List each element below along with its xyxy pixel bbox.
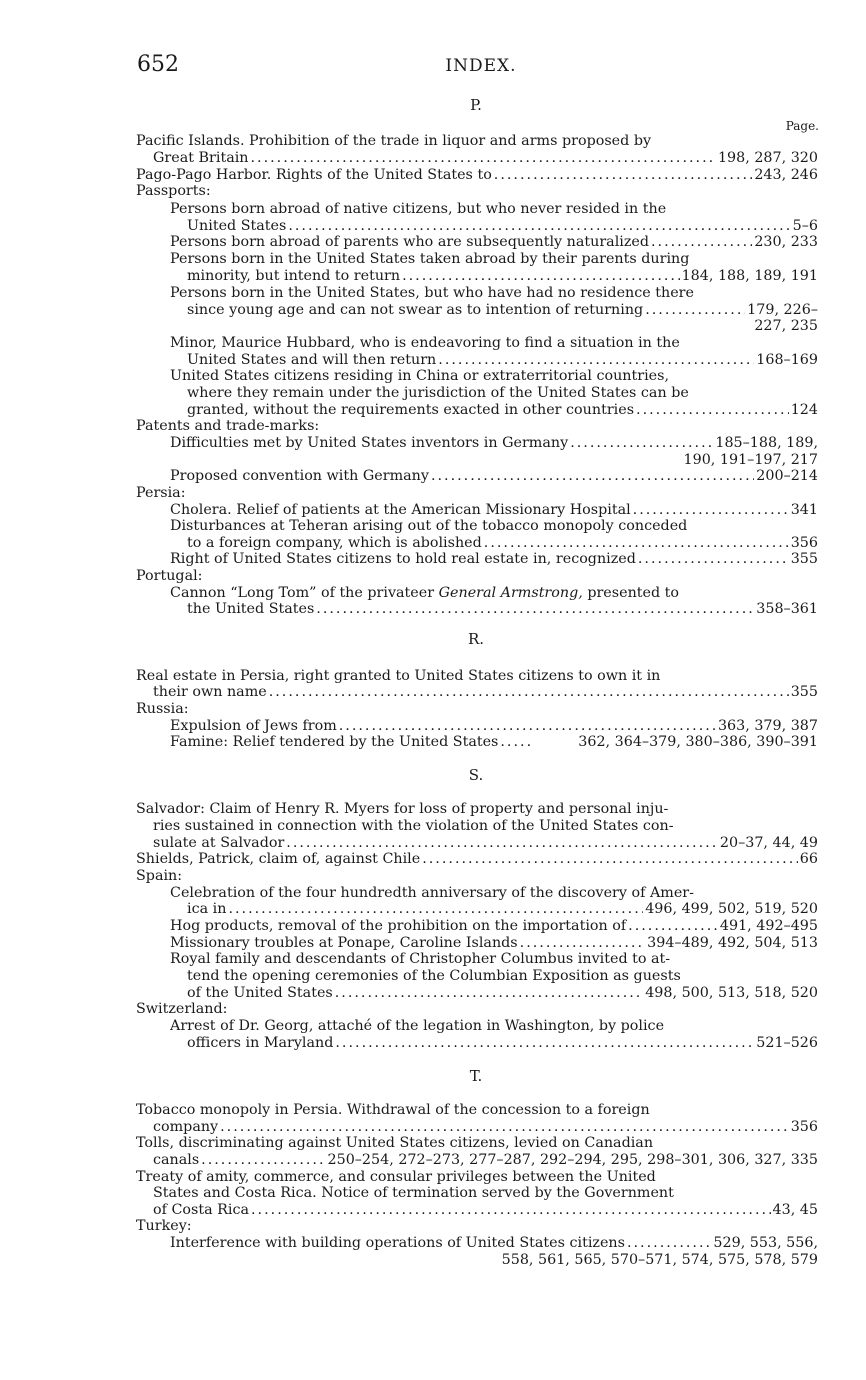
index-line <box>136 167 818 184</box>
entry-text: of Costa Rica <box>153 1202 250 1218</box>
entry-heading: Passports: <box>136 183 211 199</box>
entry-heading: Patents and trade-marks: <box>136 418 320 434</box>
dot-leader <box>269 684 789 701</box>
dot-leader <box>484 535 789 552</box>
page-reference: 190, 191–197, 217 <box>683 452 818 468</box>
entry-heading: Spain: <box>136 868 183 884</box>
index-line <box>136 1252 818 1269</box>
index-line <box>187 985 818 1002</box>
index-line <box>136 568 818 585</box>
entry-text: Royal family and descendants of Christopher Columbus invited to at- <box>170 951 671 967</box>
index-line <box>153 684 818 701</box>
entry-heading: Portugal: <box>136 568 203 584</box>
section-heading-r: R. <box>467 630 485 648</box>
entry-text: ica in <box>187 901 227 917</box>
index-line <box>187 535 818 552</box>
page-reference: 498, 500, 513, 518, 520 <box>645 985 818 1001</box>
index-line <box>187 901 818 918</box>
page-reference: 394–489, 492, 504, 513 <box>647 935 818 951</box>
dot-leader <box>402 268 679 285</box>
entry-text: Proposed convention with Germany <box>170 468 429 484</box>
index-line <box>136 1001 818 1018</box>
page-reference: 355 <box>790 551 818 567</box>
page-reference: 43, 45 <box>772 1202 818 1218</box>
index-line <box>170 885 818 902</box>
entry-text: Tolls, discriminating against United States citizens, levied on Canadian <box>136 1135 654 1151</box>
index-line <box>153 835 818 852</box>
dot-leader <box>438 352 754 369</box>
page-reference: 496, 499, 502, 519, 520 <box>645 901 818 917</box>
entry-text: Difficulties met by United States inventors in Germany <box>170 435 569 451</box>
index-line <box>170 1235 818 1252</box>
dot-leader <box>316 601 754 618</box>
page-reference: 184, 188, 189, 191 <box>681 268 818 284</box>
dot-leader <box>638 551 789 568</box>
entry-text: Minor, Maurice Hubbard, who is endeavoring to find a situation in the <box>170 335 680 351</box>
entry-text: Pacific Islands. Prohibition of the trade in liquor and arms proposed by <box>136 133 652 149</box>
page-reference: 200–214 <box>756 468 818 484</box>
index-line <box>136 183 818 200</box>
entry-text: of the United States <box>187 985 333 1001</box>
index-line <box>136 868 818 885</box>
dot-leader <box>520 935 645 952</box>
index-line <box>187 385 818 402</box>
dot-leader <box>201 1152 325 1169</box>
entry-text: Persons born abroad of parents who are subsequently naturalized <box>170 234 649 250</box>
dot-leader <box>633 502 789 519</box>
index-line <box>170 718 818 735</box>
dot-leader <box>500 734 532 751</box>
entry-text: their own name <box>153 684 267 700</box>
page-reference: 363, 379, 387 <box>717 718 818 734</box>
page-reference: 243, 246 <box>754 167 818 183</box>
dot-leader <box>627 1235 711 1252</box>
index-line <box>153 1202 818 1219</box>
entry-text: presented to <box>582 585 680 601</box>
index-line <box>136 1135 818 1152</box>
section-heading-p: P. <box>470 96 482 114</box>
entry-text: Pago-Pago Harbor. Rights of the United States to <box>136 167 492 183</box>
page-reference: 362, 364–379, 380–386, 390–391 <box>578 734 818 750</box>
index-line <box>170 502 818 519</box>
ship-name: General Armstrong, <box>438 585 583 601</box>
page-reference: 355 <box>790 684 818 700</box>
index-line <box>153 1152 818 1169</box>
dot-leader <box>570 435 713 452</box>
entry-text: company <box>153 1119 219 1135</box>
entry-text: Missionary troubles at Ponape, Caroline Islands <box>170 935 518 951</box>
page-reference: 227, 235 <box>754 318 818 334</box>
entry-text: ries sustained in connection with the violation of the United States con- <box>153 818 674 834</box>
dot-leader <box>220 1119 789 1136</box>
entry-text: Real estate in Persia, right granted to United States citizens to own it in <box>136 668 661 684</box>
dot-leader <box>339 718 716 735</box>
page-reference: 558, 561, 565, 570–571, 574, 575, 578, 579 <box>501 1252 818 1268</box>
index-line <box>136 1218 818 1235</box>
entry-heading: Switzerland: <box>136 1001 228 1017</box>
page-reference: 341 <box>790 502 818 518</box>
index-line <box>136 485 818 502</box>
entry-text: since young age and can not swear as to intention of returning <box>187 302 644 318</box>
index-line <box>170 435 818 452</box>
index-line <box>170 551 818 568</box>
entry-heading: Russia: <box>136 701 189 717</box>
dot-leader <box>628 918 718 935</box>
entry-text: Treaty of amity, commerce, and consular privileges between the United <box>136 1169 656 1185</box>
dot-leader <box>288 218 790 235</box>
section-heading-t: T. <box>469 1067 483 1085</box>
page-reference: 20–37, 44, 49 <box>719 835 818 851</box>
entry-text: States and Costa Rica. Notice of termination served by the Government <box>153 1185 674 1201</box>
dot-leader <box>494 167 753 184</box>
entry-text: Arrest of Dr. Georg, attaché of the legation in Washington, by police <box>170 1018 665 1034</box>
index-line <box>187 352 818 369</box>
page-number: 652 <box>137 52 179 77</box>
index-line <box>170 335 818 352</box>
page-reference: 198, 287, 320 <box>717 150 818 166</box>
dot-leader <box>431 468 754 485</box>
page-reference: 358–361 <box>756 601 818 617</box>
dot-leader <box>335 985 643 1002</box>
page-column-label: Page. <box>785 119 819 133</box>
entry-text: Persons born abroad of native citizens, but who never resided in the <box>170 201 667 217</box>
entry-text: officers in Maryland <box>187 1035 334 1051</box>
page-reference: 179, 226– <box>747 302 818 318</box>
index-line <box>170 518 818 535</box>
entry-text: Salvador: Claim of Henry R. Myers for loss of property and personal inju- <box>136 801 669 817</box>
page-reference: 521–526 <box>756 1035 818 1051</box>
dot-leader <box>251 150 716 167</box>
index-line <box>136 1102 818 1119</box>
index-line <box>136 668 818 685</box>
page-reference: 66 <box>799 851 818 867</box>
index-line <box>136 318 818 335</box>
index-line <box>136 133 818 150</box>
index-line <box>187 402 818 419</box>
dot-leader <box>335 1035 754 1052</box>
entry-text: Disturbances at Teheran arising out of the tobacco monopoly conceded <box>170 518 688 534</box>
page-reference: 356 <box>790 1119 818 1135</box>
entry-text: where they remain under the jurisdiction of the United States can be <box>187 385 689 401</box>
entry-text: Great Britain <box>153 150 249 166</box>
entry-text: tend the opening ceremonies of the Columbian Exposition as guests <box>187 968 681 984</box>
page-reference: 124 <box>790 402 818 418</box>
dot-leader <box>422 851 798 868</box>
entry-text: Shields, Patrick, claim of, against Chile <box>136 851 421 867</box>
entry-text: Persons born in the United States taken abroad by their parents during <box>170 251 690 267</box>
page-reference: 529, 553, 556, <box>713 1235 818 1251</box>
entry-text: Famine: Relief tendered by the United States <box>170 734 499 750</box>
index-line <box>136 701 818 718</box>
entry-text: granted, without the requirements exacted in other countries <box>187 402 635 418</box>
entry-text: Persons born in the United States, but who have had no residence there <box>170 285 694 301</box>
index-line <box>170 234 818 251</box>
index-line <box>136 801 818 818</box>
index-line <box>170 201 818 218</box>
index-line <box>170 251 818 268</box>
page-reference: 250–254, 272–273, 277–287, 292–294, 295, 298–301, 306, 327, 335 <box>327 1152 818 1168</box>
index-line <box>170 918 818 935</box>
index-line <box>170 734 818 751</box>
dot-leader <box>251 1202 771 1219</box>
entry-text: sulate at Salvador <box>153 835 285 851</box>
dot-leader <box>286 835 718 852</box>
entry-heading: Turkey: <box>136 1218 192 1234</box>
index-line <box>153 150 818 167</box>
entry-text: Tobacco monopoly in Persia. Withdrawal of the concession to a foreign <box>136 1102 650 1118</box>
dot-leader <box>651 234 752 251</box>
index-line <box>170 1018 818 1035</box>
entry-text: minority, but intend to return <box>187 268 401 284</box>
entry-text: Right of United States citizens to hold real estate in, recognized <box>170 551 636 567</box>
entry-text: Celebration of the four hundredth anniversary of the discovery of Amer- <box>170 885 694 901</box>
page-reference: 168–169 <box>756 352 818 368</box>
index-line <box>187 218 818 235</box>
entry-text: Hog products, removal of the prohibition on the importation of <box>170 918 627 934</box>
page-reference: 230, 233 <box>754 234 818 250</box>
index-line <box>153 1185 818 1202</box>
dot-leader <box>636 402 789 419</box>
section-heading-s: S. <box>468 766 484 784</box>
index-line <box>187 968 818 985</box>
running-title: INDEX. <box>445 56 517 76</box>
dot-leader <box>228 901 643 918</box>
entry-text: canals <box>153 1152 200 1168</box>
entry-text: the United States <box>187 601 315 617</box>
entry-text: to a foreign company, which is abolished <box>187 535 482 551</box>
index-line <box>153 1119 818 1136</box>
index-line <box>170 285 818 302</box>
index-line <box>136 1169 818 1186</box>
index-line <box>136 851 818 868</box>
entry-text: Interference with building operations of United States citizens <box>170 1235 625 1251</box>
entry-text: United States <box>187 218 287 234</box>
entry-text: United States citizens residing in China or extraterritorial countries, <box>170 368 670 384</box>
entry-text: United States and will then return <box>187 352 437 368</box>
index-line <box>153 818 818 835</box>
index-line <box>187 1035 818 1052</box>
page-reference: 185–188, 189, <box>715 435 818 451</box>
index-line <box>187 601 818 618</box>
page-reference: 356 <box>790 535 818 551</box>
index-line <box>170 585 818 602</box>
index-line <box>187 268 818 285</box>
index-line <box>136 452 818 469</box>
entry-text: Cholera. Relief of patients at the American Missionary Hospital <box>170 502 631 518</box>
index-line <box>170 368 818 385</box>
entry-text: Cannon “Long Tom” of the privateer <box>170 585 439 601</box>
index-line <box>170 951 818 968</box>
page-reference: 5–6 <box>792 218 818 234</box>
index-line <box>170 935 818 952</box>
index-line <box>187 302 818 319</box>
dot-leader <box>645 302 745 319</box>
index-line <box>136 418 818 435</box>
index-line <box>170 468 818 485</box>
page-reference: 491, 492–495 <box>719 918 818 934</box>
entry-text: Expulsion of Jews from <box>170 718 337 734</box>
entry-heading: Persia: <box>136 485 186 501</box>
